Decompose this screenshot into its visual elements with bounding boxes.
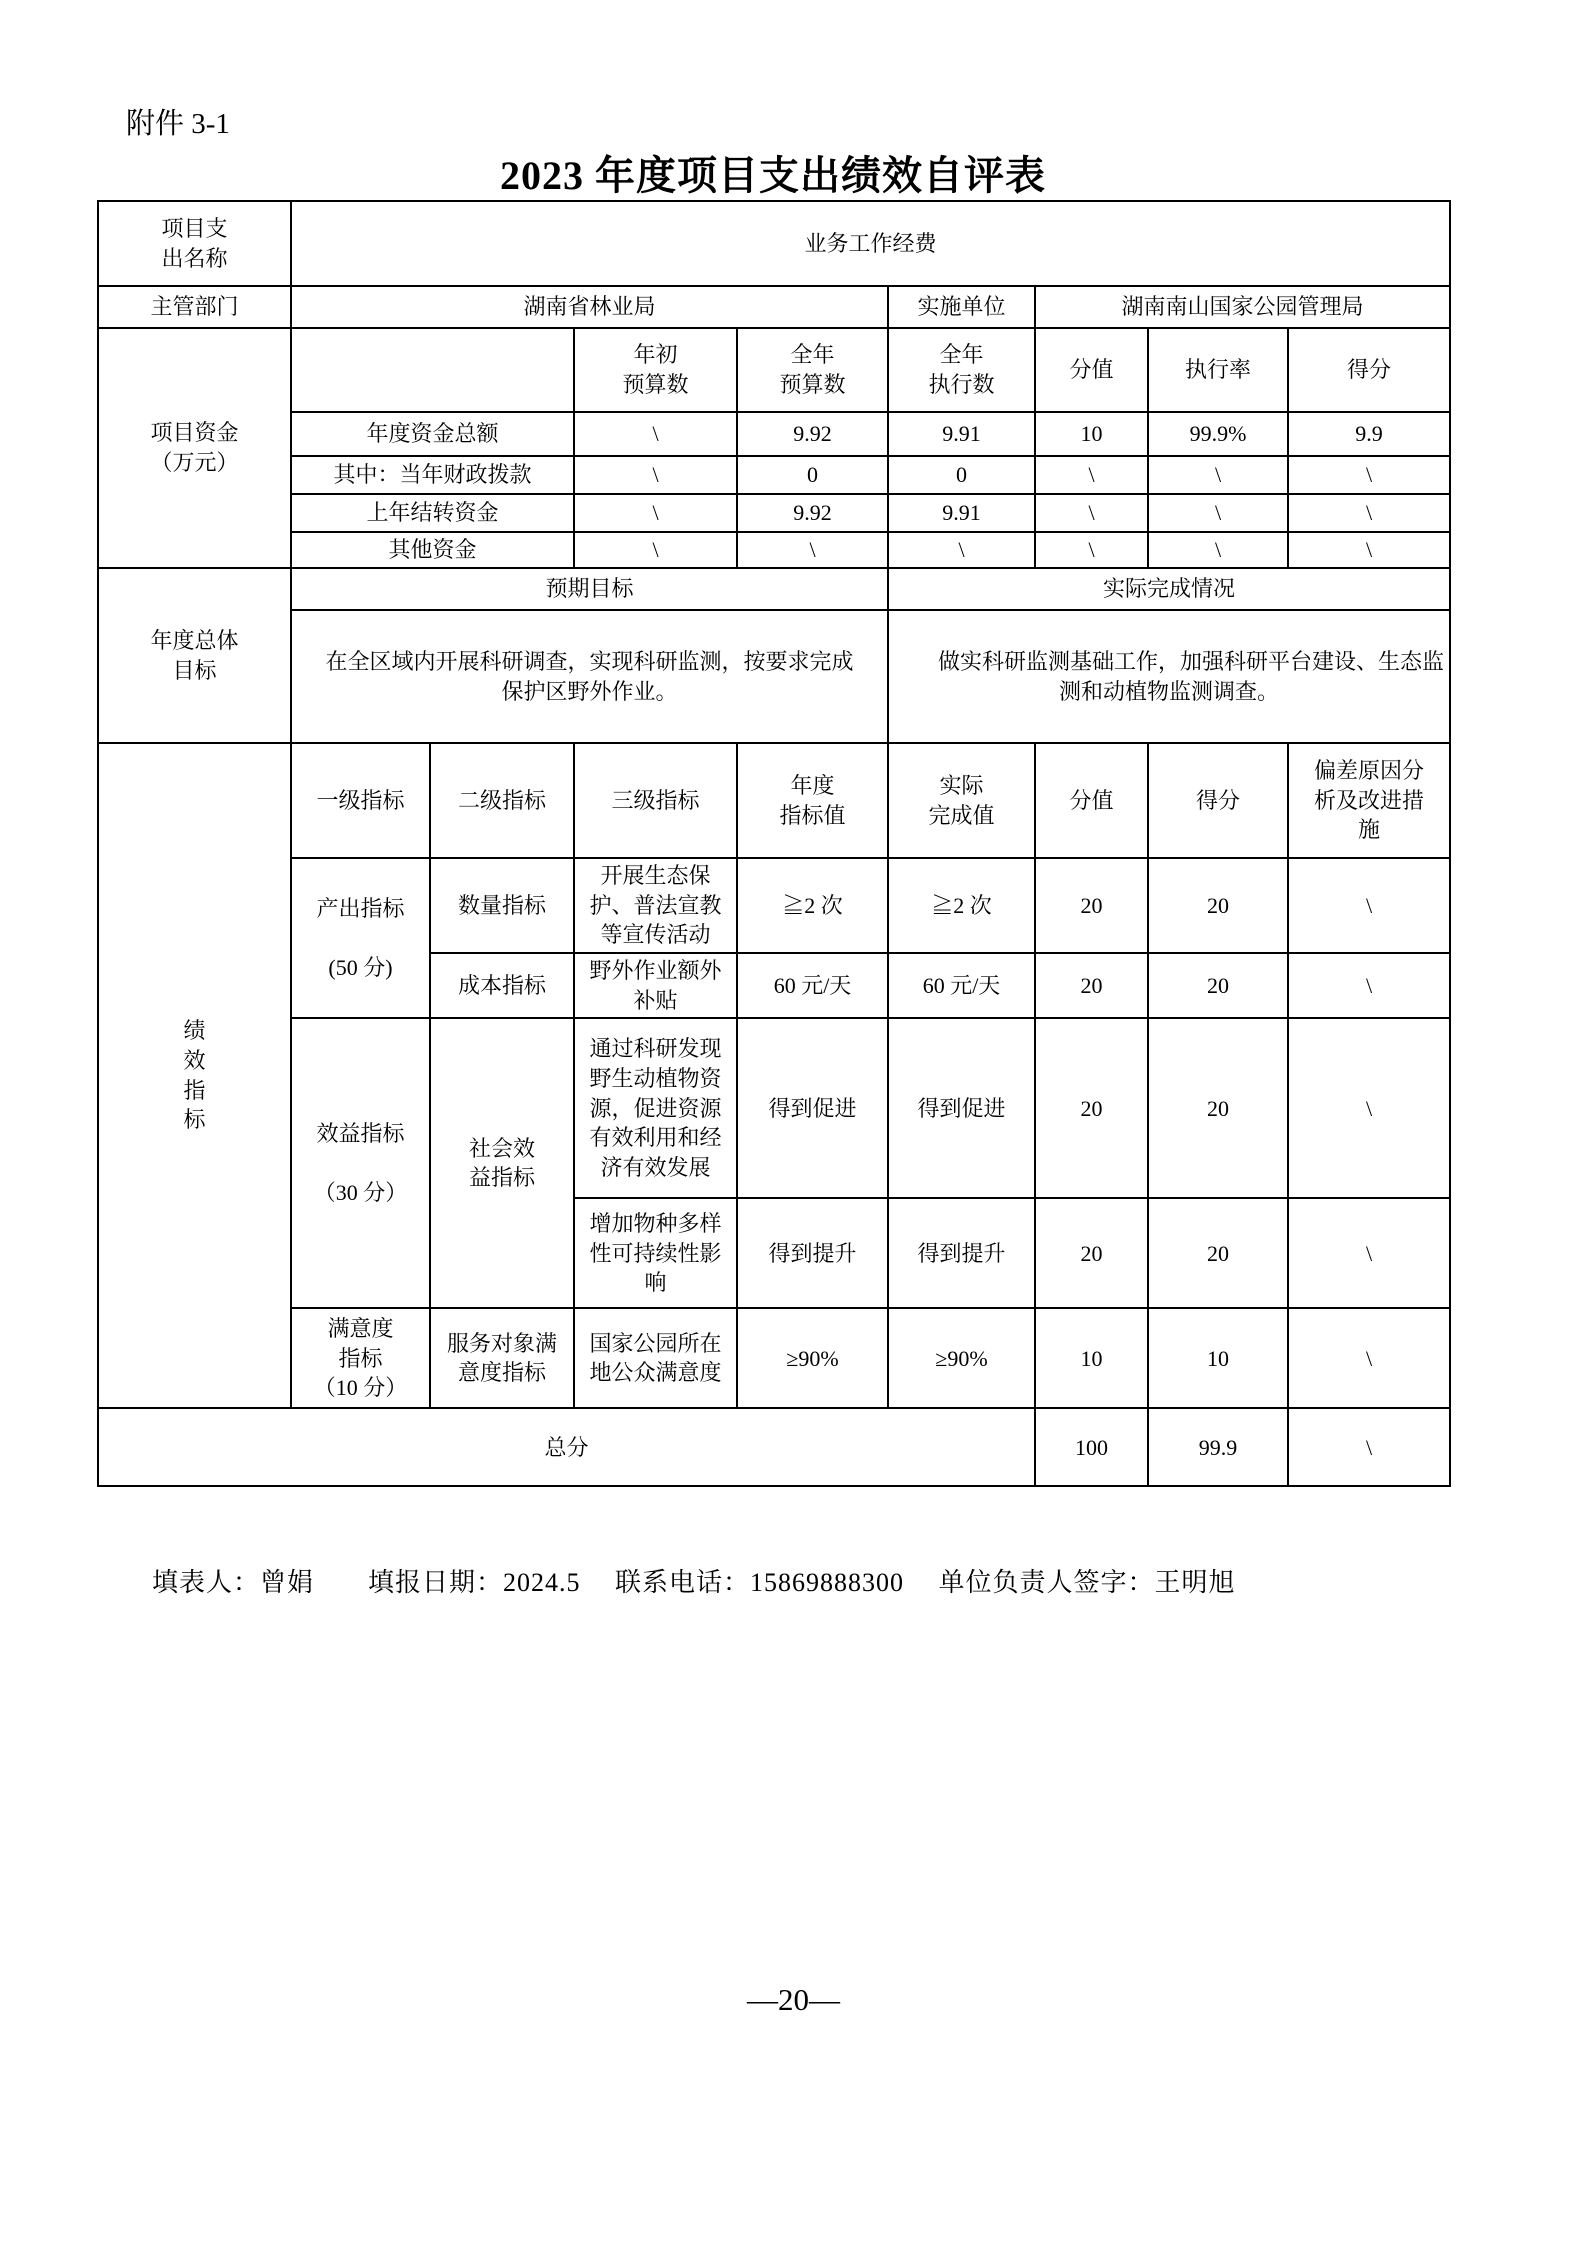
funds-col-annual-budget: 全年 预算数 [737,328,888,412]
perf-target: ≧2 次 [737,858,888,953]
funds-row-name: 其中：当年财政拨款 [291,456,574,494]
funds-initial: \ [574,456,737,494]
perf-actual: ≥90% [888,1308,1035,1408]
funds-budget: 0 [737,456,888,494]
funds-row-carryover [98,494,1450,532]
funds-score: \ [1288,494,1450,532]
total-points: 100 [1035,1408,1148,1486]
perf-score: 20 [1148,1198,1288,1308]
perf-h-target: 年度 指标值 [737,743,888,858]
form-footer: 填表人：曾娟 填报日期：2024.5 联系电话：15869888300 单位负责人签字：王明旭 [152,1568,1236,1597]
perf-score: 20 [1148,1018,1288,1198]
funds-col-annual-exec: 全年 执行数 [888,328,1035,412]
perf-output-label: 产出指标 (50 分) [291,858,430,1018]
total-score: 99.9 [1148,1408,1288,1486]
goal-expected-header: 预期目标 [291,568,888,610]
row-perf-header [98,743,1450,858]
perf-points: 20 [1035,953,1148,1018]
perf-row-satisfaction [98,1308,1450,1408]
funds-points: \ [1035,494,1148,532]
funds-points: 10 [1035,412,1148,456]
perf-h-score: 得分 [1148,743,1288,858]
perf-h-level2: 二级指标 [430,743,574,858]
perf-target: 得到促进 [737,1018,888,1198]
funds-row-name: 其他资金 [291,532,574,568]
perf-points: 20 [1035,1018,1148,1198]
perf-actual: 得到提升 [888,1198,1035,1308]
perf-row-quantity [98,858,1450,953]
funds-rate: \ [1148,494,1288,532]
perf-benefit-label: 效益指标 （30 分） [291,1018,430,1308]
dept-value: 湖南省林业局 [291,286,888,328]
funds-row-other [98,532,1450,568]
row-departments [98,286,1450,328]
perf-h-level3: 三级指标 [574,743,737,858]
goal-actual-text: 做实科研监测基础工作，加强科研平台建设、生态监 测和动植物监测调查。 [888,610,1450,743]
funds-rate: \ [1148,532,1288,568]
perf-row-research [98,1018,1450,1198]
funds-rate: \ [1148,456,1288,494]
row-total [98,1408,1450,1486]
perf-score: 10 [1148,1308,1288,1408]
perf-h-points: 分值 [1035,743,1148,858]
perf-actual: ≧2 次 [888,858,1035,953]
project-name-value: 业务工作经费 [291,201,1450,286]
funds-row-total [98,412,1450,456]
perf-level2: 数量指标 [430,858,574,953]
perf-deviation: \ [1288,1198,1450,1308]
funds-col-points: 分值 [1035,328,1148,412]
funds-initial: \ [574,494,737,532]
funds-initial: \ [574,532,737,568]
perf-h-level1: 一级指标 [291,743,430,858]
perf-deviation: \ [1288,858,1450,953]
perf-points: 10 [1035,1308,1148,1408]
perf-deviation: \ [1288,1308,1450,1408]
blank-cell [291,328,574,412]
unit-label: 实施单位 [888,286,1035,328]
funds-col-initial-budget: 年初 预算数 [574,328,737,412]
funds-label: 项目资金 （万元） [98,328,291,568]
page-title: 2023 年度项目支出绩效自评表 [500,153,1046,198]
perf-actual: 60 元/天 [888,953,1035,1018]
funds-initial: \ [574,412,737,456]
row-goal-text [98,610,1450,743]
attachment-label: 附件 3-1 [126,108,230,140]
perf-level3: 国家公园所在地公众满意度 [574,1308,737,1408]
funds-budget: \ [737,532,888,568]
perf-target: 得到提升 [737,1198,888,1308]
funds-row-name: 年度资金总额 [291,412,574,456]
perf-points: 20 [1035,1198,1148,1308]
project-name-label: 项目支 出名称 [98,201,291,286]
perf-level3: 通过科研发现野生动植物资源，促进资源有效利用和经济有效发展 [574,1018,737,1198]
funds-row-name: 上年结转资金 [291,494,574,532]
perf-level3: 增加物种多样性可持续性影响 [574,1198,737,1308]
perf-target: 60 元/天 [737,953,888,1018]
row-goal-header [98,568,1450,610]
funds-rate: 99.9% [1148,412,1288,456]
perf-h-deviation: 偏差原因分 析及改进措 施 [1288,743,1450,858]
perf-section-label: 绩 效 指 标 [98,743,291,1408]
dept-label: 主管部门 [98,286,291,328]
perf-deviation: \ [1288,1018,1450,1198]
funds-budget: 9.92 [737,412,888,456]
funds-score: \ [1288,532,1450,568]
self-evaluation-table [97,200,1451,1487]
goal-label: 年度总体 目标 [98,568,291,743]
perf-points: 20 [1035,858,1148,953]
funds-score: \ [1288,456,1450,494]
perf-actual: 得到促进 [888,1018,1035,1198]
perf-score: 20 [1148,953,1288,1018]
funds-col-rate: 执行率 [1148,328,1288,412]
perf-level2: 服务对象满 意度指标 [430,1308,574,1408]
perf-satisfaction-label: 满意度 指标 （10 分） [291,1308,430,1408]
funds-exec: 9.91 [888,412,1035,456]
total-label: 总分 [98,1408,1035,1486]
funds-score: 9.9 [1288,412,1450,456]
funds-col-score: 得分 [1288,328,1450,412]
funds-exec: \ [888,532,1035,568]
total-deviation: \ [1288,1408,1450,1486]
funds-exec: 9.91 [888,494,1035,532]
goal-expected-text: 在全区域内开展科研调查，实现科研监测，按要求完成 保护区野外作业。 [291,610,888,743]
perf-deviation: \ [1288,953,1450,1018]
perf-target: ≥90% [737,1308,888,1408]
funds-points: \ [1035,456,1148,494]
goal-actual-header: 实际完成情况 [888,568,1450,610]
perf-level3: 野外作业额外补贴 [574,953,737,1018]
perf-level2: 成本指标 [430,953,574,1018]
row-funds-header [98,328,1450,412]
funds-exec: 0 [888,456,1035,494]
perf-h-actual: 实际 完成值 [888,743,1035,858]
funds-points: \ [1035,532,1148,568]
funds-budget: 9.92 [737,494,888,532]
funds-row-fiscal [98,456,1450,494]
perf-social-label: 社会效 益指标 [430,1018,574,1308]
perf-score: 20 [1148,858,1288,953]
page-number: —20— [747,1982,840,2017]
perf-level3: 开展生态保护、普法宣教等宣传活动 [574,858,737,953]
row-project-name [98,201,1450,286]
unit-value: 湖南南山国家公园管理局 [1035,286,1450,328]
